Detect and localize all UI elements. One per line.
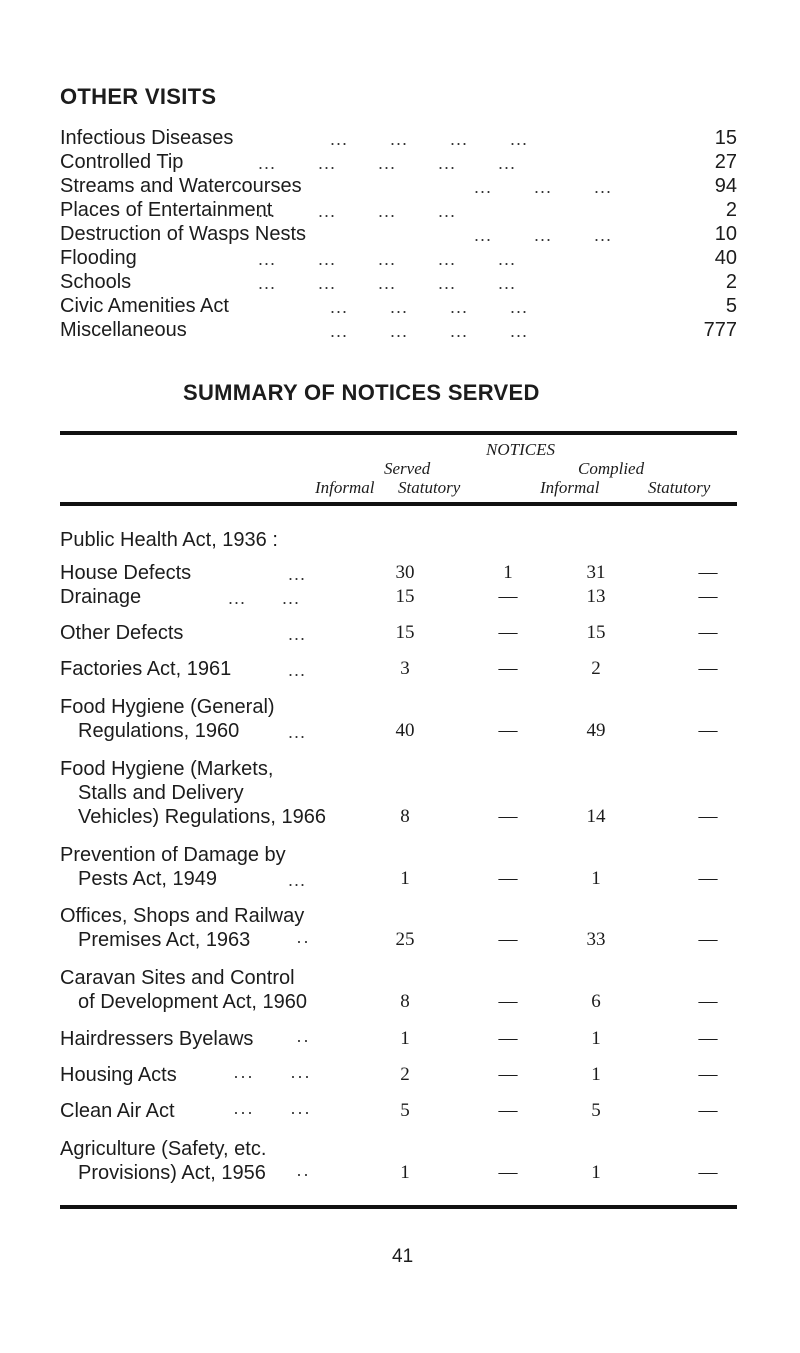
list-item-value: 10 [714,223,737,245]
leader-dots: ... ... [228,588,301,608]
list-item-value: 40 [714,247,737,269]
other-visits-title: OTHER VISITS [60,84,217,109]
list-item-value: 5 [725,295,737,317]
list-item-label: Schools [60,271,132,293]
list-item-value: 2 [725,199,737,221]
header-complied-informal: Informal [540,478,600,497]
cell-served-informal: 15 [395,586,415,607]
cell-served-informal: 1 [400,1162,410,1183]
top-rule [60,431,737,435]
leader-dots: ·· [296,1164,310,1184]
cell-complied-informal: 1 [591,1162,601,1183]
cell-complied-statutory: — [698,562,718,583]
cell-served-statutory: — [498,929,518,950]
table-row-label: Food Hygiene (General) [60,696,275,718]
leader-dots: ... [288,660,307,680]
cell-served-statutory: — [498,658,518,679]
cell-served-informal: 30 [395,562,415,583]
list-item-label: Civic Amenities Act [60,295,229,317]
header-served-informal: Informal [315,478,375,497]
cell-served-informal: 8 [400,806,410,827]
bottom-rule [60,1205,737,1209]
cell-complied-statutory: — [698,586,718,607]
leader-dots: ... ... ... [474,225,613,245]
leader-dots: ... ... ... ... ... [258,249,517,269]
cell-served-statutory: — [498,1028,518,1049]
cell-complied-statutory: — [698,1028,718,1049]
cell-complied-statutory: — [698,991,718,1012]
list-item-label: Infectious Diseases [60,127,234,149]
cell-served-statutory: 1 [503,562,513,583]
cell-complied-informal: 1 [591,1028,601,1049]
cell-complied-informal: 31 [586,562,606,583]
leader-dots: ·· [296,1030,310,1050]
cell-complied-statutory: — [698,1100,718,1121]
table-row-label: Drainage [60,586,142,608]
cell-complied-statutory: — [698,929,718,950]
list-item-value: 27 [714,151,737,173]
header-served: Served [384,459,431,478]
cell-served-informal: 15 [395,622,415,643]
cell-served-informal: 5 [400,1100,410,1121]
cell-complied-statutory: — [698,720,718,741]
cell-served-statutory: — [498,622,518,643]
leader-dots: ··· ··· [233,1102,311,1122]
table-row-label: Vehicles) Regulations, 1966 [78,806,326,828]
leader-dots: ... ... ... ... ... [258,273,517,293]
header-served-statutory: Statutory [398,478,461,497]
table-row-label: Stalls and Delivery [78,782,244,804]
cell-complied-informal: 2 [591,658,601,679]
leader-dots: ... ... ... ... [258,201,457,221]
list-item-label: Miscellaneous [60,319,187,341]
cell-served-informal: 25 [395,929,415,950]
cell-served-informal: 1 [400,868,410,889]
table-row-label: Provisions) Act, 1956 [78,1162,266,1184]
cell-served-informal: 3 [400,658,410,679]
cell-served-statutory: — [498,806,518,827]
table-row-label: of Development Act, 1960 [78,991,308,1013]
list-item-label: Controlled Tip [60,151,184,173]
cell-complied-statutory: — [698,1064,718,1085]
leader-dots: ... ... ... ... [330,129,529,149]
cell-served-statutory: — [498,991,518,1012]
list-item-value: 94 [714,175,737,197]
cell-complied-statutory: — [698,806,718,827]
cell-complied-statutory: — [698,622,718,643]
cell-served-informal: 2 [400,1064,410,1085]
leader-dots: ... [288,624,307,644]
table-row-label: Housing Acts [60,1064,177,1086]
table-row-label: Prevention of Damage by [60,844,286,866]
header-complied-statutory: Statutory [648,478,711,497]
cell-served-statutory: — [498,720,518,741]
table-row-label: Clean Air Act [60,1100,175,1122]
leader-dots: ... [288,564,307,584]
header-rule [60,502,737,506]
list-item-value: 15 [714,127,737,149]
cell-complied-statutory: — [698,868,718,889]
table-row-label: Offices, Shops and Railway [60,905,305,927]
cell-complied-informal: 6 [591,991,601,1012]
cell-served-statutory: — [498,1100,518,1121]
table-row-label: Premises Act, 1963 [78,929,251,951]
table-row-label: Pests Act, 1949 [78,868,217,890]
table-row-label: Factories Act, 1961 [60,658,232,680]
cell-served-statutory: — [498,1064,518,1085]
list-item-value: 777 [703,319,737,341]
cell-served-statutory: — [498,586,518,607]
table-row-label: Regulations, 1960 [78,720,240,742]
table-row-label: Food Hygiene (Markets, [60,758,274,780]
list-item-value: 2 [725,271,737,293]
table-row-label: Other Defects [60,622,184,644]
cell-served-statutory: — [498,1162,518,1183]
cell-complied-informal: 14 [586,806,606,827]
table-row-label: Hairdressers Byelaws [60,1028,254,1050]
list-item-label: Places of Entertainment [60,199,273,221]
cell-complied-informal: 1 [591,1064,601,1085]
cell-complied-statutory: — [698,658,718,679]
leader-dots: ... ... ... ... [330,297,529,317]
cell-complied-informal: 15 [586,622,606,643]
cell-complied-statutory: — [698,1162,718,1183]
page-number: 41 [392,1246,414,1267]
leader-dots: ... [288,870,307,890]
header-complied: Complied [578,459,645,478]
cell-complied-informal: 1 [591,868,601,889]
leader-dots: ... ... ... ... ... [258,153,517,173]
header-notices: NOTICES [486,440,555,459]
cell-complied-informal: 33 [586,929,606,950]
list-item-label: Streams and Watercourses [60,175,302,197]
summary-title: SUMMARY OF NOTICES SERVED [183,380,540,405]
cell-served-statutory: — [498,868,518,889]
cell-complied-informal: 13 [586,586,606,607]
table-row-label: Caravan Sites and Control [60,967,295,989]
cell-complied-informal: 49 [586,720,606,741]
leader-dots: ··· ··· [233,1066,311,1086]
section-heading: Public Health Act, 1936 : [60,529,278,551]
cell-served-informal: 8 [400,991,410,1012]
list-item-label: Destruction of Wasps Nests [60,223,307,245]
leader-dots: ... ... ... ... [330,321,529,341]
cell-served-informal: 40 [395,720,415,741]
leader-dots: ... ... ... [474,177,613,197]
leader-dots: ·· [296,931,310,951]
cell-complied-informal: 5 [591,1100,601,1121]
list-item-label: Flooding [60,247,137,269]
table-row-label: House Defects [60,562,192,584]
table-row-label: Agriculture (Safety, etc. [60,1138,267,1160]
cell-served-informal: 1 [400,1028,410,1049]
leader-dots: ... [288,722,307,742]
